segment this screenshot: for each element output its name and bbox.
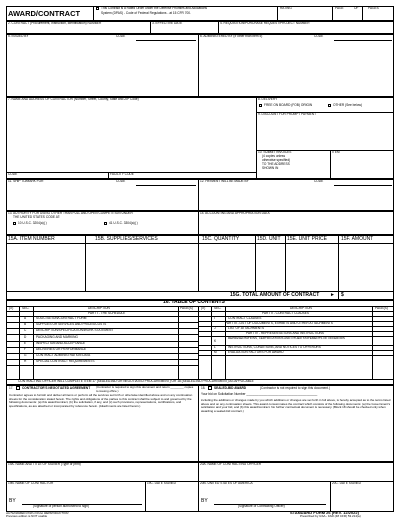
toc-sec-c: C xyxy=(24,328,27,333)
administered-by-label: 6. ADMINISTERED BY (If other than Item 5) xyxy=(200,34,263,38)
rating-label: RATING xyxy=(280,6,292,10)
toc-desc-d: PACKAGING AND MARKING xyxy=(36,334,78,339)
toc-desc-e: INSPECTION AND ACCEPTANCE xyxy=(36,340,86,345)
total-dollar-sign: $ xyxy=(341,292,344,298)
officer-signature-caption: (Signature of Contracting Officer) xyxy=(238,504,285,508)
rated-note-line2: System (DPAS) - Code of Federal Regulations - at 15 CFR 700. xyxy=(101,11,191,15)
toc-desc-j: LIST OF ATTACHMENTS xyxy=(228,326,265,330)
ship-to-code-label: CODE xyxy=(116,179,126,183)
col-item-number: 15A. ITEM NUMBER xyxy=(8,236,55,242)
ship-to-label: 11. SHIP TO/MARK FOR xyxy=(8,179,44,183)
toc-sec-f: F xyxy=(24,347,26,351)
item18-title: SEALED-BID AWARD xyxy=(214,386,247,390)
contractor-code-label: CODE xyxy=(8,172,18,176)
rated-order-checkbox[interactable] xyxy=(96,7,99,10)
item17-note: (Contractor is required to sign this document and return ________ copies to issuing office.) xyxy=(96,385,194,393)
payment-code-label: CODE xyxy=(314,179,324,183)
toc-desc-i: CONTRACT CLAUSES xyxy=(228,316,262,320)
officer-date-label: 20C. DATE SIGNED xyxy=(332,481,361,485)
toc-part4-label: PART IV - REPRESENTATIONS AND INSTRUCTIONS xyxy=(246,331,324,335)
administered-by-code-label: CODE xyxy=(314,34,324,38)
toc-desc-m: EVALUATION FACTORS FOR AWARD xyxy=(228,350,284,354)
usc41-label: 41 U.S.C. 3304(a)( ) xyxy=(109,221,138,225)
other-delivery-checkbox[interactable] xyxy=(328,104,331,107)
form-title: AWARD/CONTRACT xyxy=(8,9,81,18)
of-label: OF xyxy=(354,6,359,10)
usa-label: 20B. UNITED STATES OF AMERICA xyxy=(200,481,253,485)
col-unit-price: 15E. UNIT PRICE xyxy=(287,236,327,242)
total-arrow-icon: ► xyxy=(330,292,335,298)
signer-name-label: 19A. NAME AND TITLE OF SIGNER (Type or print) xyxy=(8,462,81,466)
invoice-item-label: ITEM xyxy=(332,150,340,154)
toc-sec-g: G xyxy=(24,353,27,358)
effective-date-label: 3. EFFECTIVE DATE xyxy=(152,21,183,25)
toc-sec-j: J xyxy=(214,326,216,330)
toc-desc-b: SUPPLIES OR SERVICES AND PRICES/COSTS xyxy=(36,322,107,327)
issued-by-row xyxy=(6,34,394,97)
toc-sec-e: E xyxy=(24,340,27,345)
usc10-checkbox[interactable] xyxy=(13,222,16,225)
toc-sec-d: D xyxy=(24,334,27,339)
contracting-officer-label: 20A. NAME OF CONTRACTING OFFICER xyxy=(200,462,262,466)
toc-desc-g: CONTRACT ADMINISTRATION DATA xyxy=(36,353,91,358)
toc-col-desc-right: DESCRIPTION xyxy=(290,306,312,310)
toc-desc-a: SOLICITATION/CONTRACT FORM xyxy=(36,316,87,320)
toc-col-desc-left: DESCRIPTION xyxy=(88,306,110,310)
toc-desc-l: INSTRUCTIONS, CONDITIONS, AND NOTICES TO OFFERORS xyxy=(228,345,321,349)
toc-desc-h: SPECIAL CONTRACT REQUIREMENTS xyxy=(36,359,95,364)
footer-form-number: STANDARD FORM 26 (REV. 12/2022) xyxy=(290,510,359,515)
facility-code-label: FACILITY CODE xyxy=(110,172,134,176)
discount-label: 9. DISCOUNT FOR PROMPT PAYMENT xyxy=(258,112,317,116)
toc-desc-f: DELIVERIES OR PERFORMANCE xyxy=(36,347,87,351)
col-quantity: 15C. QUANTITY xyxy=(202,236,240,242)
page-label: PAGE xyxy=(335,6,344,10)
contractor-date-label: 19C. DATE SIGNED xyxy=(147,481,176,485)
payment-by-label: 12. PAYMENT WILL BE MADE BY xyxy=(200,179,249,183)
contractor-address-label: 7. NAME AND ADDRESS OF CONTRACTOR (Number, Street, County, State and ZIP Code) xyxy=(8,97,139,101)
sealed-bid-checkbox[interactable] xyxy=(208,386,212,390)
toc-sec-b: B xyxy=(24,322,27,327)
toc-sec-l: L xyxy=(214,345,216,349)
rated-note-line1: This Contract is a Rated Order under the Defense Priorities and Allocations xyxy=(101,6,207,10)
col-unit: 15D. UNIT xyxy=(257,236,281,242)
contractor-by-label: BY xyxy=(9,498,16,504)
fob-origin-checkbox[interactable] xyxy=(259,104,262,107)
issued-by-label: 5. ISSUED BY xyxy=(8,34,29,38)
toc-sec-h: H xyxy=(24,359,27,364)
toc-part1-label: PART I - THE SCHEDULE xyxy=(88,311,126,315)
toc-col-sec-right: SEC. xyxy=(214,306,222,310)
toc-sec-m: M xyxy=(214,350,217,354)
contractor-name-label: 19B. NAME OF CONTRACTOR xyxy=(8,481,54,485)
negotiated-agreement-checkbox[interactable] xyxy=(16,386,20,390)
footer-authorized: AUTHORIZED FOR LOCAL REPRODUCTION xyxy=(6,511,69,515)
submit-invoices-label: 10. SUBMIT INVOICES xyxy=(258,150,292,154)
fob-origin-label: FREE ON BOARD (FOB) ORIGIN xyxy=(264,103,313,107)
delivery-label: 8. DELIVERY xyxy=(258,97,278,101)
usc10-label: 10 U.S.C. 3204(a)( ) xyxy=(18,221,47,225)
toc-col-pages-left: PAGE(S) xyxy=(180,306,193,310)
toc-sec-a: A xyxy=(24,316,27,320)
toc-part3-label: PART III - LIST OF DOCUMENTS, EXHIBITS AND OTHER ATTACHMENTS xyxy=(225,321,333,325)
toc-sec-k: K xyxy=(214,339,217,343)
toc-col-x-left: (X) xyxy=(9,306,14,310)
officer-by-label: BY xyxy=(201,498,208,504)
accounting-label: 14. ACCOUNTING AND APPROPRIATION DATA xyxy=(200,211,270,215)
toc-col-sec-left: SEC. xyxy=(22,306,30,310)
contract-number-label: 2. CONTRACT (Procurement, Instruction, Identification) NUMBER xyxy=(8,21,102,25)
officer-banner: CONTRACTING OFFICER WILL COMPLETE ITEM 17 (SEALED-BID OR NEGOTIATED PROCUREMENT) OR 18 (SEALED-BID PROCUREMENT) AS APPLICABLE xyxy=(18,379,254,383)
usc41-checkbox[interactable] xyxy=(104,222,107,225)
toc-col-pages-right: PAGE(S) xyxy=(375,306,388,310)
item17-body: Contractor agrees to furnish and deliver all items or perform all the services set forth or otherwise identified above and on any continuation sheets for the consideration stated herein. The rights and obligations of the parties to this contract shall be subject to and governed by the following documents: (a) this award/contract, (b) the solicitation, if any, and (c) such provisions, representations, certifications, and specifications, as are attached or incorporated by reference herein. (Attachments are listed herein.) xyxy=(9,393,193,408)
total-amount-label: 15G. TOTAL AMOUNT OF CONTRACT xyxy=(230,292,320,298)
ship-to-row xyxy=(6,179,394,211)
requisition-number-label: 4. REQUISITION/PURCHASE REQUEST/PROJECT NUMBER xyxy=(220,21,310,25)
footer-prescribed: Prescribed by GSA - FAR (48 CFR) 53.214(a) xyxy=(300,514,361,518)
toc-desc-c: DESCRIPTION/SPECIFICATION/WORK STATEMENT xyxy=(36,328,114,333)
toc-title: 16. TABLE OF CONTENTS xyxy=(163,299,225,305)
pages-label: PAGES xyxy=(368,6,379,10)
toc-part2-label: PART II - CONTRACT CLAUSES xyxy=(262,311,310,315)
issued-by-code-label: CODE xyxy=(116,34,126,38)
item18-body: including the additions or changes made by you which additions or changes are set forth in full above, is hereby accepted as to the terms listed above and on any continuation sheets. This award consummates the contract which consists of the following documents: (a) the Government's solicitation and your bid, and (b) this award/contract. No further contractual document is necessary. (Block 18 should be checked only when awarding a sealed-bid contract.) xyxy=(201,398,391,413)
contractor-section xyxy=(6,97,394,179)
contractor-signature-caption: (Signature of person authorized to sign) xyxy=(33,504,89,508)
other-delivery-label: OTHER (See below) xyxy=(333,103,363,107)
col-amount: 15F. AMOUNT xyxy=(341,236,374,242)
footer-previous-edition: Previous edition is NOT usable xyxy=(6,514,48,518)
col-supplies: 15B. SUPPLIES/SERVICES xyxy=(95,236,158,242)
toc-sec-i: I xyxy=(214,316,215,320)
authority-label: 13. AUTHORITY FOR USING OTHER THAN FULL AND OPEN COMPETITION UNDER xyxy=(8,211,133,215)
toc-col-x-right: (X) xyxy=(201,306,206,310)
item17-title: CONTRACTOR'S NEGOTIATED AGREEMENT xyxy=(22,386,91,390)
item18-offer: Your bid on Solicitation Number ________________________________________ xyxy=(201,392,318,396)
toc-desc-k: REPRESENTATIONS, CERTIFICATIONS AND OTHER STATEMENTS OF OFFERORS xyxy=(228,336,345,340)
item18-note: (Contractor is not required to sign this document.) xyxy=(260,386,330,390)
